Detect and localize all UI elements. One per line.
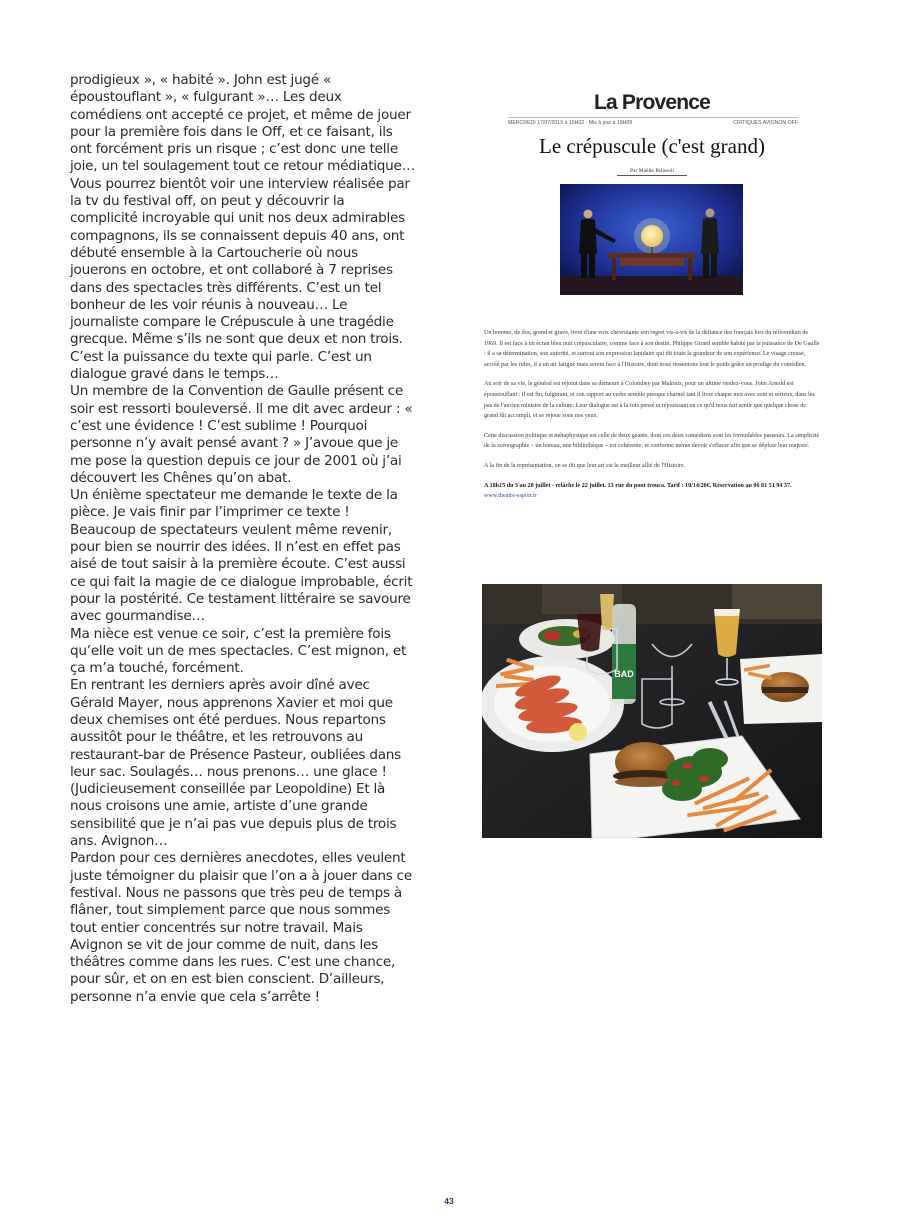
- body-paragraph: Pardon pour ces dernières anecdotes, elles veulent juste témoigner du plaisir que l’on a à jouer dans ce festival. Nous ne passons que très peu de temps à flâner, tout simplement parce que nous sommes tout entier concentrés sur notre travail. Mais Avignon se vit de jour comme de nuit, dans les théâtres comme dans les rues. C’est une chance, pour sûr, et on en est bien conscient. D’ailleurs, personne n’a envie que cela s’arrête !: [70, 850, 413, 1005]
- clipping-dateline: [508, 117, 798, 126]
- clipping-paragraph: Au soir de sa vie, le général est rejoint dans sa demeure à Colombey par Malraux, pour un ultime rendez-vous. John Arnold est époustouflant : il est fin, fulgurant, et son rapport au verbe semble presque charnel tant il livre chaque mot avec soin et sérieux, dans les pas de l'ancien ministre de la culture. Leur dialogue est à la fois pensé et réjouissant en ce qu'il nous fait sentir que quelque chose de grand fût accompli, et se rejoue sous nos yeux.: [484, 381, 815, 420]
- clipping-title: Le crépuscule (c'est grand): [539, 134, 765, 158]
- page-number: 43: [444, 1196, 454, 1206]
- clipping-paragraph: Cette discussion politique et métaphysique est celle de deux géants, dont ces deux comédiens sont les formidables passeurs. La simplicité de la scénographie – un bureau, une bibliothèque – est cohérente, et conforme même devoir s'effacer afin que se déploie leur majesté.: [484, 432, 820, 450]
- clipping-body: [484, 328, 820, 511]
- body-paragraph: prodigieux », « habité ». John est jugé « époustouflant », « fulgurant »… Les deux comédiens ont accepté ce projet, et même de jouer pour la première fois dans le Off, et ce faisant, ils ont forcément pris un risque ; c’est donc une telle joie, un tel soulagement tout ce retour médiatique… Vous pourrez bientôt voir une interview réalisée par la tv du festival off, on peut y découvrir la complicité incroyable qui unit nos deux admirables compagnons, ils se connaissent depuis 40 ans, ont débuté ensemble à la Cartoucherie où nous jouerons en octobre, et ont collaboré à 7 reprises dans des spectacles très différents. C’est un tel bonheur de les voir réunis à nouveau… Le journaliste compare le Crépuscule à une tragédie grecque. Même s’ils ne sont que deux et non trois. C’est la puissance du texte qui parle. C’est un dialogue gravé dans le temps…: [70, 72, 416, 383]
- clipping-paragraph: A la fin de la représentation, on se dit que leur art est le meilleur allié de l'Histoire.: [484, 462, 686, 469]
- clipping-paragraph: Un homme, de dos, grand et grave, livre d'une voix chevrotante son regret vis-à-vis de la défiance des français lors du référendum de 1969. Il est face à un écran bleu nuit crépusculaire, comme face à son destin. Philippe Girard semble habité par la puissance de De Gaulle : il a sa détermination, son autorité, et surtout son expression lapidaire qui dit toute la grandeur de son expérience. Le visage creusé, accolé par les rides, il a un air fatigué mais serein face à l'Histoire, dont nous ressentons tout le poids grâce au prodige du comédien.: [484, 330, 820, 368]
- press-clipping: [482, 88, 822, 558]
- bottle-label: BAD: [614, 669, 634, 679]
- clipping-byline: Par Maëlle Pelissoli: [617, 168, 687, 176]
- tarif-text: A 18h15 du 5 au 28 juillet - relâche le 22 juillet. 13 rue du pont trouca. Tarif : 10/14/20€. Réservation au 06 81 51 94 37.: [484, 482, 792, 489]
- dateline-date: MERCREDI 17/07/2019 à 15H02 · Mis à jour à 18H09: [508, 120, 633, 126]
- body-paragraph: En rentrant les derniers après avoir dîné avec Gérald Mayer, nous apprenons Xavier et moi que deux chemises ont été perdues. Nous repartons aussitôt pour le théâtre, et les retrouvons au restaurant-bar de Présence Pasteur, oubliées dans leur sac. Soulagés… nous prenons… une glace ! (Judicieusement conseillée par Leopoldine) Et là nous croisons une amie, artiste d’une grande sensibilité que je n’ai pas vue depuis plus de trois ans. Avignon…: [70, 677, 401, 850]
- stage-photo: [560, 184, 743, 295]
- body-paragraph: Ma nièce est venue ce soir, c’est la première fois qu’elle voit un de mes spectacles. C’est mignon, et ça m’a touché, forcément.: [70, 625, 407, 677]
- theatre-link[interactable]: www.theatre-espoir.fr: [484, 493, 538, 500]
- restaurant-photo: [482, 584, 822, 838]
- dateline-section: CRITIQUES AVIGNON OFF: [733, 120, 798, 126]
- article-column: [70, 72, 415, 1006]
- clipping-tarif: [484, 481, 820, 502]
- body-paragraph: Un membre de la Convention de Gaulle présent ce soir est ressorti bouleversé. Il me dit avec ardeur : « c’est une évidence ! C’est sublime ! Pourquoi personne n’y avait pensé avant ? » J’avoue que je me pose la question depuis ce jour de 2001 où j’ai découvert les Chênes qu’on abat.: [70, 383, 413, 486]
- newspaper-logo: La Provence: [593, 91, 711, 114]
- body-paragraph: Un énième spectateur me demande le texte de la pièce. Je vais finir par l’imprimer ce texte ! Beaucoup de spectateurs veulent même revenir, pour bien se nourrir des idées. Il n’est en effet pas aisé de tout saisir à la première écoute. C’est aussi ce qui fait la magie de ce dialogue improbable, écrit pour la postérité. Ce testament littéraire se savoure avec gourmandise…: [70, 487, 413, 625]
